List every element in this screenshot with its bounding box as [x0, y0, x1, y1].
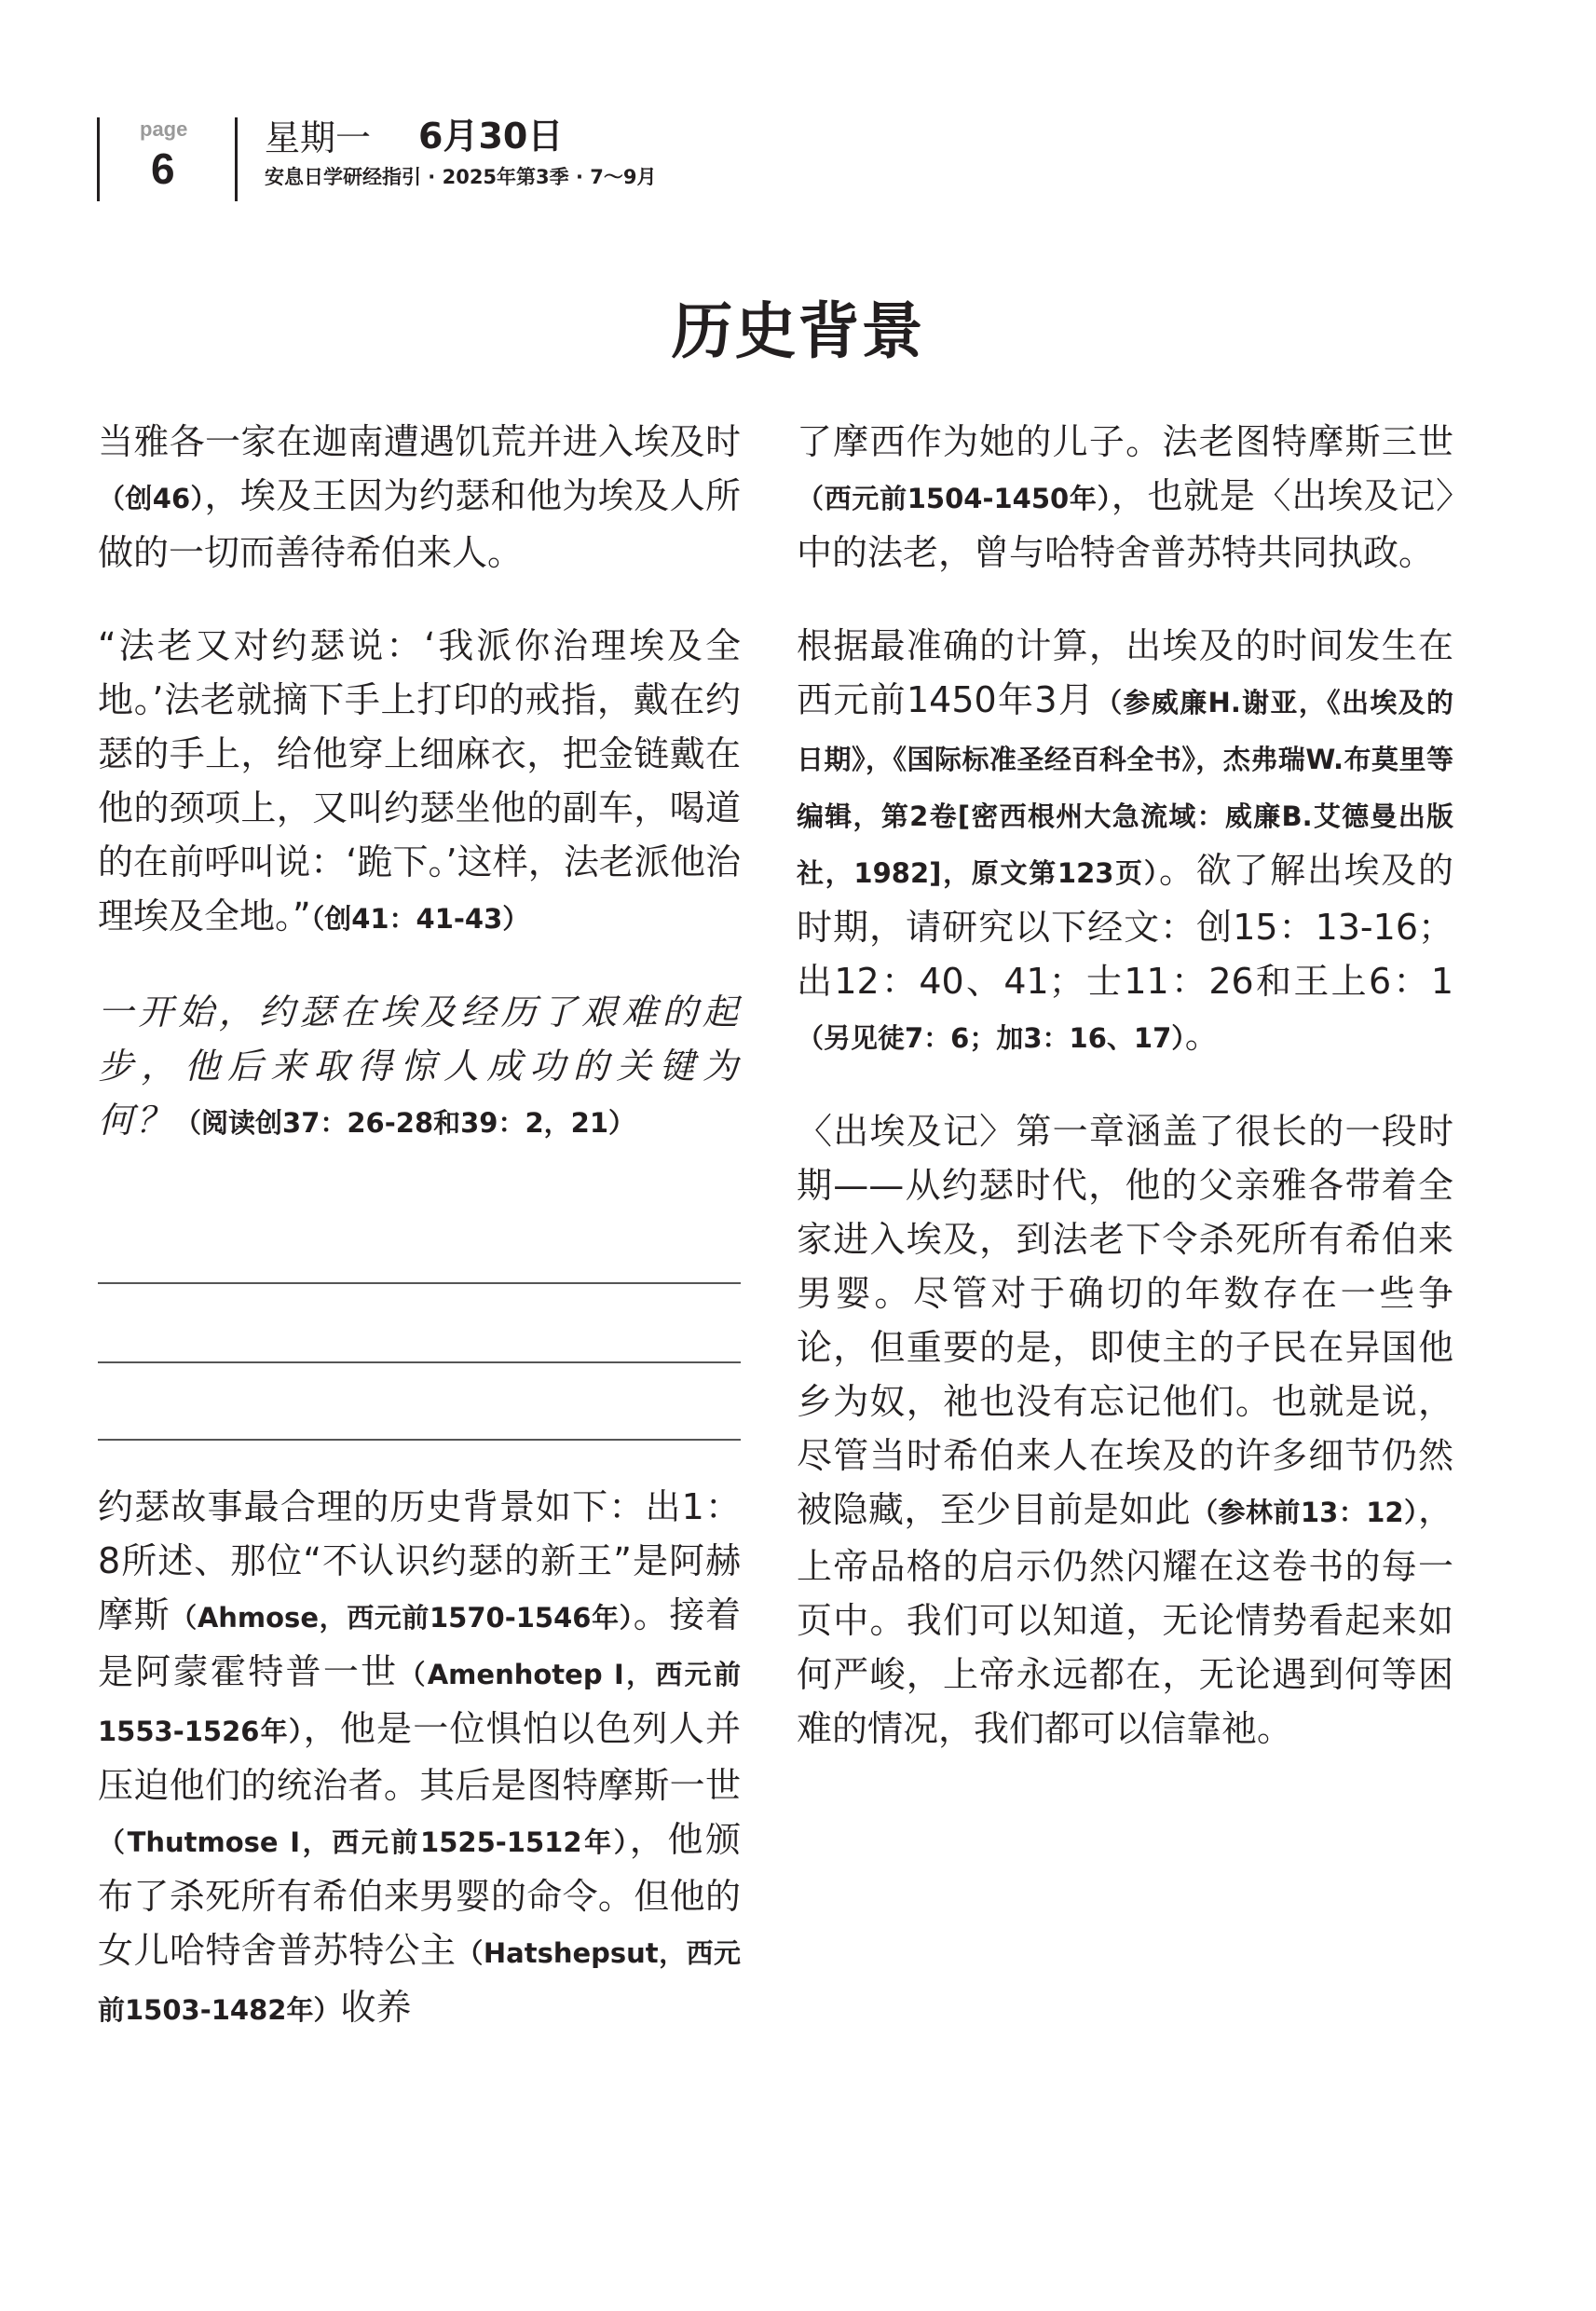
reading-reference: （阅读创37：26-28和39：2，21） — [174, 1107, 636, 1139]
answer-area[interactable] — [98, 1189, 741, 1441]
page-title: 历史背景 — [671, 294, 925, 367]
date-reference: （Hatshepsut，西元前1503-1482年） — [98, 1937, 741, 2026]
date-reference: （Amenhotep I，西元前1553-1526年） — [98, 1659, 741, 1747]
paragraph-exodus-date: 根据最准确的计算，出埃及的时间发生在西元前1450年3月（参威廉H.谢亚，《出埃及的日期》，《国际标准圣经百科全书》，杰弗瑞W.布莫里等编辑，第2卷[密西根州大急流域：威廉B.艾德曼出版社，1982]，原文第123页）。欲了解出埃及的时期，请研究以下经文：创15：13-16；出12：40、41；士11：26和王上6：1（另见徒7：6；加3：16、17）。 — [797, 625, 1453, 1056]
scripture-reference: （另见徒7：6；加3：16、17） — [797, 1022, 1185, 1054]
date-reference: （Thutmose I，西元前1525-1512年） — [98, 1826, 630, 1858]
header-divider — [235, 117, 238, 201]
scripture-reference: （创46） — [98, 483, 205, 514]
scripture-quote: “法老又对约瑟说：‘我派你治理埃及全地。’法老就摘下手上打印的戒指，戴在约瑟的手上，给他穿上细麻衣，把金链戴在他的颈项上，又叫约瑟坐他的副车，喝道的在前呼叫说：‘跪下。’这样，法老派他治理埃及全地。”（创41：41-43） — [98, 625, 741, 937]
right-column — [797, 415, 1453, 1795]
weekday: 星期一 — [265, 117, 372, 158]
paragraph-history: 约瑟故事最合理的历史背景如下：出1：8所述、那位“不认识约瑟的新王”是阿赫摩斯（Ahmose，西元前1570-1546年）。接着是阿蒙霍特普一世（Amenhotep I，西元前1553-1526年），他是一位惧怕以色列人并压迫他们的统治者。其后是图特摩斯一世（Thutmose I，西元前1525-1512年），他颁布了杀死所有希伯来男婴的命令。但他的女儿哈特舍普苏特公主（Hatshepsut，西元前1503-1482年）收养 — [98, 1486, 741, 2028]
paragraph-exodus-chapter: 〈出埃及记〉第一章涵盖了很长的一段时期——从约瑟时代，他的父亲雅各带着全家进入埃及，到法老下令杀死所有希伯来男婴。尽管对于确切的年数存在一些争论，但重要的是，即使主的子民在异国他乡为奴，祂也没有忘记他们。也就是说，尽管当时希伯来人在埃及的许多细节仍然被隐藏，至少目前是如此（参林前13：12），上帝品格的启示仍然闪耀在这卷书的每一页中。我们可以知道，无论情势看起来如何严峻，上帝永远都在，无论遇到何等困难的情况，我们都可以信靠祂。 — [797, 1111, 1453, 1749]
left-column — [98, 415, 741, 2076]
page-label: page — [140, 117, 188, 141]
citation: （参威廉H.谢亚，《出埃及的日期》，《国际标准圣经百科全书》，杰弗瑞W.布莫里等编辑，第2卷[密西根州大急流域：威廉B.艾德曼出版社，1982]，原文第123页） — [797, 687, 1453, 889]
paragraph-continued: 了摩西作为她的儿子。法老图特摩斯三世（西元前1504-1450年），也就是〈出埃及记〉中的法老，曾与哈特舍普苏特共同执政。 — [797, 421, 1453, 573]
scripture-reference: （创41：41-43） — [310, 903, 530, 935]
publication-subtitle: 安息日学研经指引 · 2025年第3季 · 7～9月 — [265, 166, 657, 188]
date-reference: （西元前1504-1450年） — [797, 483, 1112, 514]
page-number: 6 — [151, 144, 175, 193]
answer-line — [98, 1282, 741, 1284]
answer-line — [98, 1439, 741, 1441]
scripture-reference: （参林前13：12） — [1191, 1497, 1418, 1528]
header-divider-left — [97, 117, 100, 201]
page-header — [97, 110, 1029, 203]
answer-line — [98, 1361, 741, 1363]
date-reference: （Ahmose，西元前1570-1546年） — [170, 1602, 634, 1634]
study-question: 一开始，约瑟在埃及经历了艰难的起步，他后来取得惊人成功的关键为何？（阅读创37：26-28和39：2，21） — [98, 991, 741, 1141]
paragraph-intro: 当雅各一家在迦南遭遇饥荒并进入埃及时（创46），埃及王因为约瑟和他为埃及人所做的一切而善待希伯来人。 — [98, 421, 741, 573]
date: 6月30日 — [418, 116, 564, 157]
